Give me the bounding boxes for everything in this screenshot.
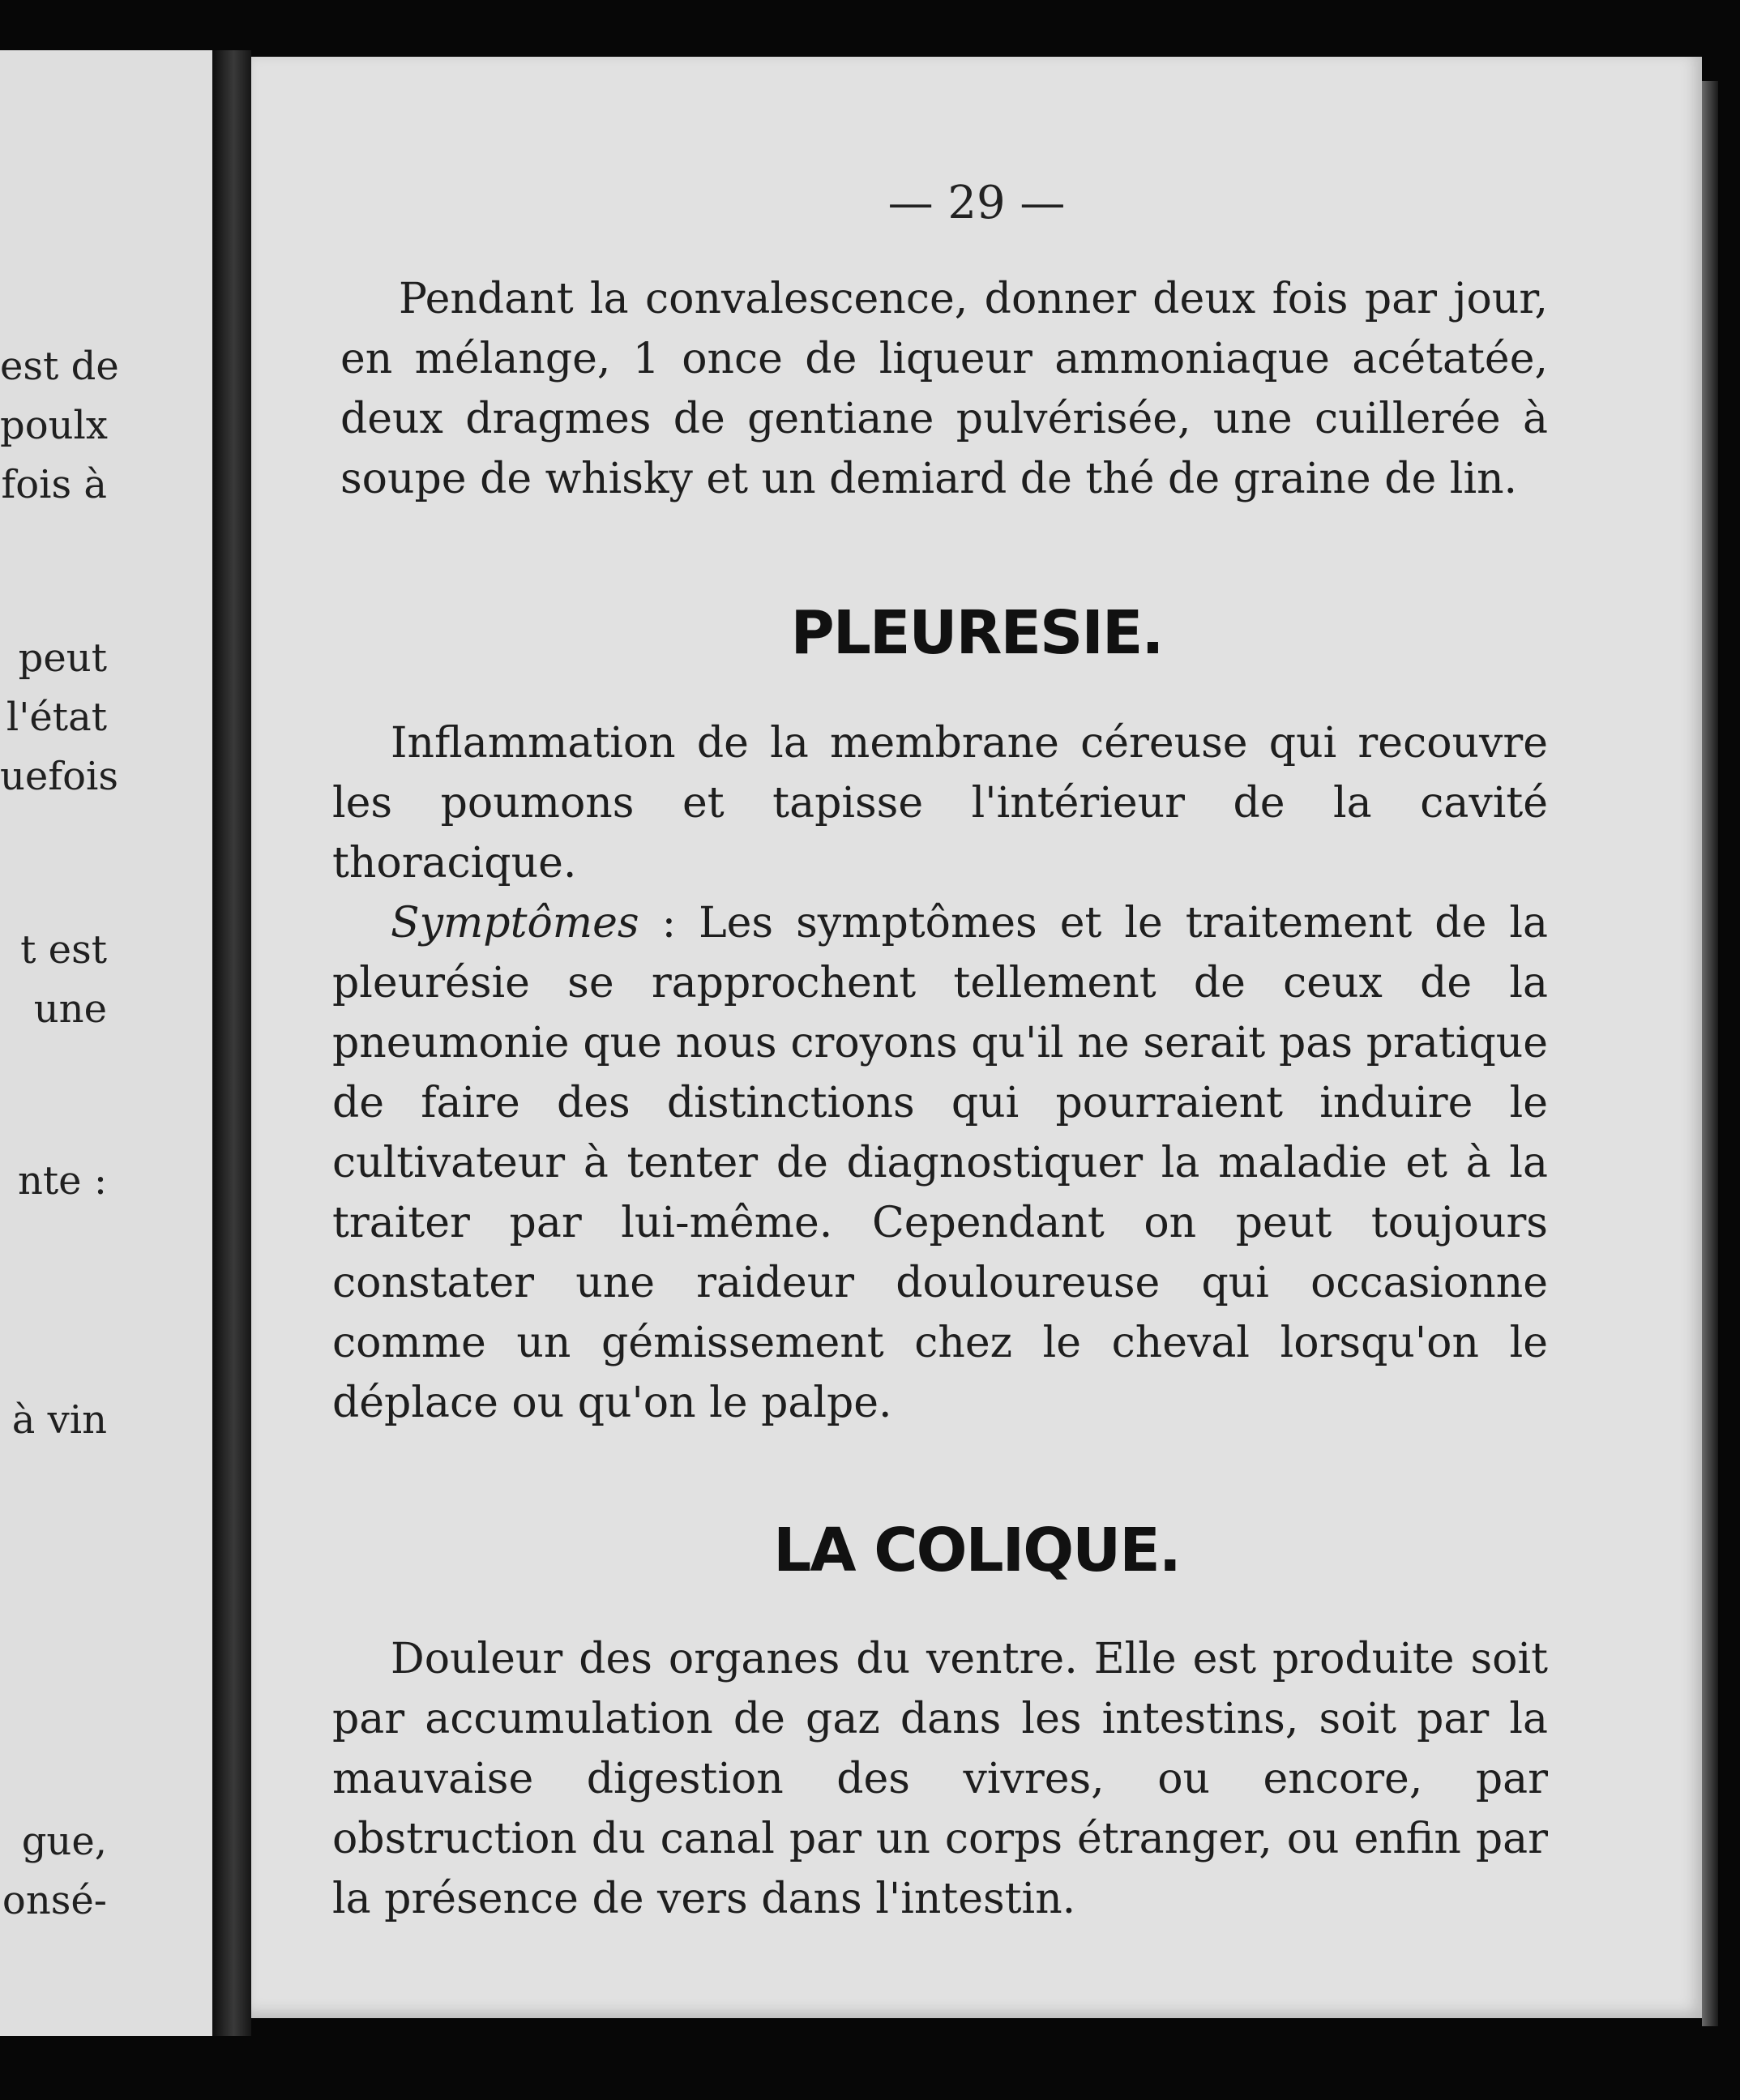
colique-section-body (332, 1629, 1548, 1929)
left-fragment: poulx (0, 403, 108, 448)
intro-text: Pendant la convalescence, donner deux fois par jour, en mélange, 1 once de liqueur ammoniaque acétatée, deux dragmes de gentiane pulvérisée, une cuillerée à soupe de whisky et un demiard de thé de graine de lin. (340, 275, 1548, 503)
left-fragment: peut (18, 635, 107, 681)
left-fragment: à vin (11, 1397, 107, 1443)
book-page (251, 57, 1702, 2018)
symptoms-label: Symptômes (391, 899, 639, 947)
left-fragment: fois à (1, 462, 107, 507)
pleuresie-section-body (332, 713, 1548, 1433)
section-heading-colique: LA COLIQUE. (773, 1516, 1180, 1585)
page-edge (1702, 81, 1718, 2026)
left-fragment: nte : (17, 1158, 107, 1204)
pleuresie-definition: Inflammation de la membrane céreuse qui recouvre les poumons et tapisse l'intérieur de la cavité thoracique. (332, 719, 1548, 887)
left-fragment: uefois (0, 754, 118, 799)
book-gutter (212, 50, 251, 2036)
section-heading-pleuresie: PLEURESIE. (790, 598, 1163, 668)
previous-page-strip (0, 50, 212, 2036)
left-fragment: l'état (6, 695, 107, 740)
left-fragment: une (33, 986, 107, 1032)
left-fragment: est de (0, 344, 119, 389)
left-fragment: t est (20, 927, 107, 973)
page-number: — 29 — (887, 177, 1066, 229)
colique-definition: Douleur des organes du ventre. Elle est produite soit par accumulation de gaz dans les intestins, soit par la mauvaise digestion des vivres, ou encore, par obstruction du canal par un corps étranger, ou enfin par la présence de vers dans l'intestin. (332, 1635, 1548, 1923)
pleuresie-symptoms (332, 893, 1548, 1433)
symptoms-text: : Les symptômes et le traitement de la pleurésie se rapprochent tellement de ceux de la pneumonie que nous croyons qu'il ne serait pas pratique de faire des distinctions qui pourraient induire le cultivateur à tenter de diagnostiquer la maladie et à la traiter par lui-même. Cependant on peut toujours constater une raideur douloureuse qui occasionne comme un gémissement chez le cheval lorsqu'on le déplace ou qu'on le palpe. (332, 899, 1548, 1427)
left-fragment: gue, (21, 1819, 107, 1864)
intro-paragraph (340, 269, 1548, 509)
left-fragment: onsé- (2, 1878, 107, 1923)
